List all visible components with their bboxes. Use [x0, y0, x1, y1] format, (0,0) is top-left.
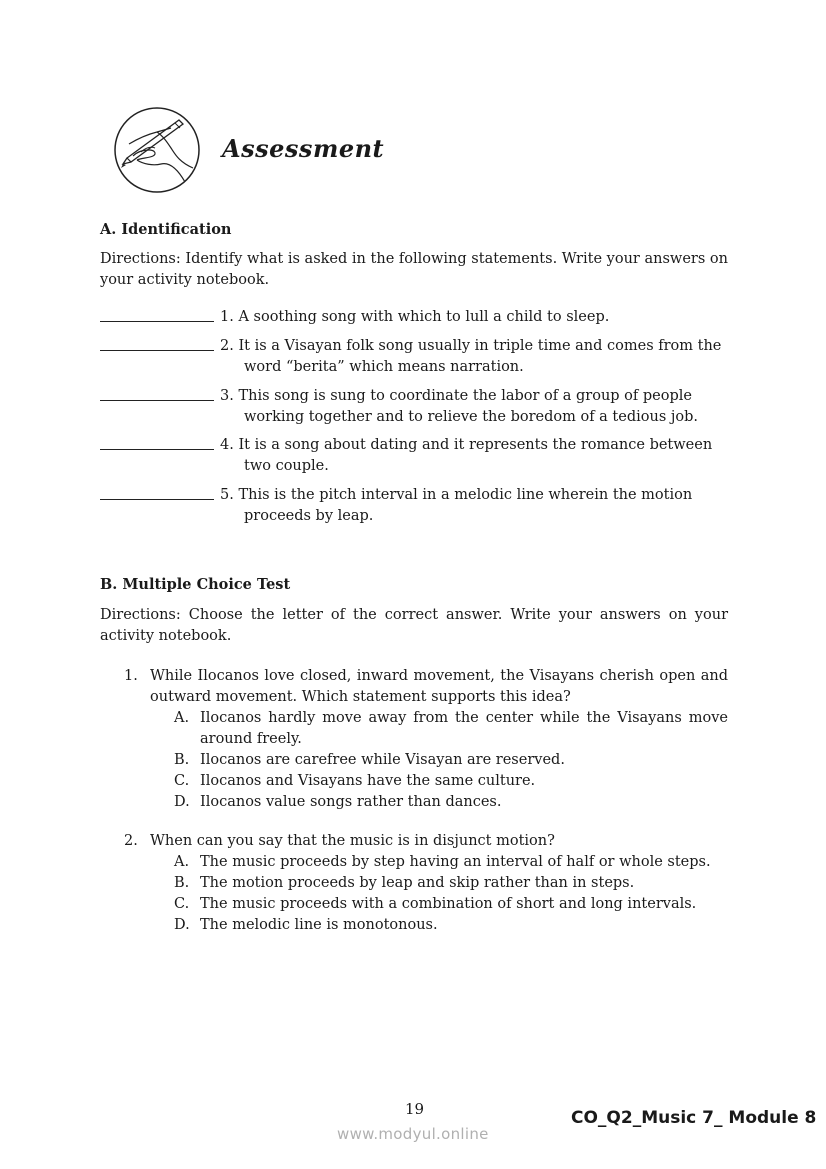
question-number: 1.	[124, 668, 138, 684]
item-text: It is a Visayan folk song usually in triple time and comes from the	[238, 338, 722, 354]
option-text: The melodic line is monotonous.	[200, 917, 438, 933]
item-number: 5.	[220, 487, 234, 503]
identification-item	[100, 336, 728, 375]
option-text: The motion proceeds by leap and skip rather than in steps.	[200, 875, 635, 891]
question-number: 2.	[124, 833, 138, 849]
option-letter: A.	[174, 854, 190, 870]
item-number: 2.	[220, 338, 234, 354]
option-text: Ilocanos and Visayans have the same culture.	[200, 773, 536, 789]
hand-writing-pencil-icon	[113, 106, 201, 194]
option-letter: B.	[174, 752, 190, 768]
item-text: This is the pitch interval in a melodic line wherein the motion	[238, 487, 693, 503]
item-text-continued: proceeds by leap.	[244, 508, 374, 524]
answer-blank[interactable]	[100, 336, 214, 351]
answer-option[interactable]	[174, 873, 728, 894]
option-text: Ilocanos value songs rather than dances.	[200, 794, 502, 810]
item-text: This song is sung to coordinate the labor of a group of people	[238, 388, 692, 404]
answer-option[interactable]	[174, 894, 728, 915]
page-number: 19	[405, 1100, 425, 1118]
item-text-continued: word “berita” which means narration.	[244, 359, 524, 375]
option-text: The music proceeds by step having an interval of half or whole steps.	[200, 854, 711, 870]
identification-item	[100, 386, 728, 425]
identification-item	[100, 435, 728, 474]
option-letter: A.	[174, 710, 190, 726]
option-letter: B.	[174, 875, 190, 891]
answer-option[interactable]	[174, 852, 728, 873]
item-text: It is a song about dating and it represents the romance between	[238, 437, 713, 453]
answer-option[interactable]	[174, 708, 728, 750]
question	[124, 666, 728, 813]
answer-option[interactable]	[174, 771, 728, 792]
answer-blank[interactable]	[100, 386, 214, 401]
answer-blank[interactable]	[100, 485, 214, 500]
option-text: Ilocanos hardly move away from the center while the Visayans move around freely.	[200, 710, 728, 747]
section-a-heading: A. Identification	[100, 221, 232, 238]
item-text: A soothing song with which to lull a child to sleep.	[238, 309, 610, 325]
option-letter: C.	[174, 896, 190, 912]
answer-option[interactable]	[174, 750, 728, 771]
item-text-continued: working together and to relieve the boredom of a tedious job.	[244, 409, 698, 425]
option-letter: D.	[174, 917, 190, 933]
question-stem: When can you say that the music is in disjunct motion?	[150, 833, 555, 849]
section-a-directions: Directions: Identify what is asked in the following statements. Write your answers on your activity notebook.	[100, 251, 728, 288]
option-letter: C.	[174, 773, 190, 789]
answer-option[interactable]	[174, 915, 728, 936]
identification-item	[100, 307, 728, 329]
question-stem: While Ilocanos love closed, inward movement, the Visayans cherish open and outward movement. Which statement supports this idea?	[150, 668, 728, 705]
section-b-directions: Directions: Choose the letter of the correct answer. Write your answers on your activity notebook.	[100, 607, 728, 644]
option-letter: D.	[174, 794, 190, 810]
answer-blank[interactable]	[100, 307, 214, 322]
item-text-continued: two couple.	[244, 458, 329, 474]
item-number: 4.	[220, 437, 234, 453]
option-text: Ilocanos are carefree while Visayan are reserved.	[200, 752, 565, 768]
answer-blank[interactable]	[100, 435, 214, 450]
item-number: 3.	[220, 388, 234, 404]
identification-item	[100, 485, 728, 524]
module-code: CO_Q2_Music 7_ Module 8	[571, 1108, 817, 1128]
question	[124, 831, 728, 936]
option-text: The music proceeds with a combination of short and long intervals.	[200, 896, 697, 912]
watermark: www.modyul.online	[337, 1125, 489, 1143]
item-number: 1.	[220, 309, 234, 325]
answer-option[interactable]	[174, 792, 728, 813]
section-b-heading: B. Multiple Choice Test	[100, 576, 291, 593]
page-title: Assessment	[222, 134, 385, 163]
